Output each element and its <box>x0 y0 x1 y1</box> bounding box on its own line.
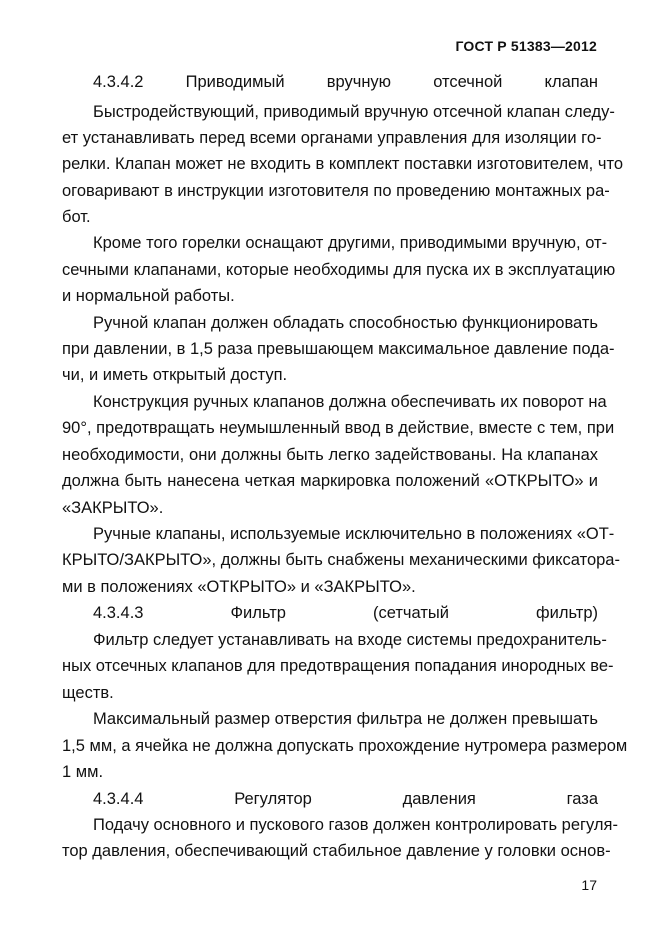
text-line: при давлении, в 1,5 раза превышающем максимальное давление пода- <box>62 340 615 358</box>
text-line: Быстродействующий, приводимый вручную отсечной клапан следу- <box>93 103 615 121</box>
text-line: КРЫТО/ЗАКРЫТО», должны быть снабжены механическими фиксатора- <box>62 551 620 569</box>
text-line: «ЗАКРЫТО». <box>62 499 164 517</box>
text-line: Кроме того горелки оснащают другими, приводимыми вручную, от- <box>93 234 608 252</box>
text-line: Фильтр следует устанавливать на входе системы предохранитель- <box>93 631 607 649</box>
text-line: ных отсечных клапанов для предотвращения попадания инородных ве- <box>62 657 614 675</box>
text-line: необходимости, они должны быть легко задействованы. На клапанах <box>62 446 598 464</box>
document-header-standard-code: ГОСТ Р 51383—2012 <box>455 38 597 54</box>
text-line: бот. <box>62 208 91 226</box>
page-number: 17 <box>581 877 597 893</box>
text-line: Максимальный размер отверстия фильтра не должен превышать <box>93 710 598 728</box>
section-heading-4-3-4-4: 4.3.4.4 Регулятор давления газа <box>93 790 598 808</box>
text-line: 1,5 мм, а ячейка не должна допускать прохождение нутромера размером <box>62 737 628 755</box>
text-line: ществ. <box>62 684 114 702</box>
section-heading-4-3-4-3: 4.3.4.3 Фильтр (сетчатый фильтр) <box>93 604 598 622</box>
text-line: Ручной клапан должен обладать способностью функционировать <box>93 314 598 332</box>
text-line: ет устанавливать перед всеми органами управления для изоляции го- <box>62 129 602 147</box>
text-line: Подачу основного и пускового газов должен контролировать регуля- <box>93 816 618 834</box>
section-heading-4-3-4-2: 4.3.4.2 Приводимый вручную отсечной клапан <box>93 73 598 91</box>
text-line: Ручные клапаны, используемые исключительно в положениях «ОТ- <box>93 525 615 543</box>
text-line: должна быть нанесена четкая маркировка положений «ОТКРЫТО» и <box>62 472 598 490</box>
text-line: ми в положениях «ОТКРЫТО» и «ЗАКРЫТО». <box>62 578 416 596</box>
text-line: тор давления, обеспечивающий стабильное давление у головки основ- <box>62 842 611 860</box>
text-line: чи, и иметь открытый доступ. <box>62 366 288 384</box>
text-line: сечными клапанами, которые необходимы для пуска их в эксплуатацию <box>62 261 616 279</box>
text-line: релки. Клапан может не входить в комплект поставки изготовителем, что <box>62 155 623 173</box>
text-line: 1 мм. <box>62 763 104 781</box>
text-line: Конструкция ручных клапанов должна обеспечивать их поворот на <box>93 393 607 411</box>
text-line: и нормальной работы. <box>62 287 235 305</box>
text-line: оговаривают в инструкции изготовителя по проведению монтажных ра- <box>62 182 610 200</box>
text-line: 90°, предотвращать неумышленный ввод в действие, вместе с тем, при <box>62 419 615 437</box>
